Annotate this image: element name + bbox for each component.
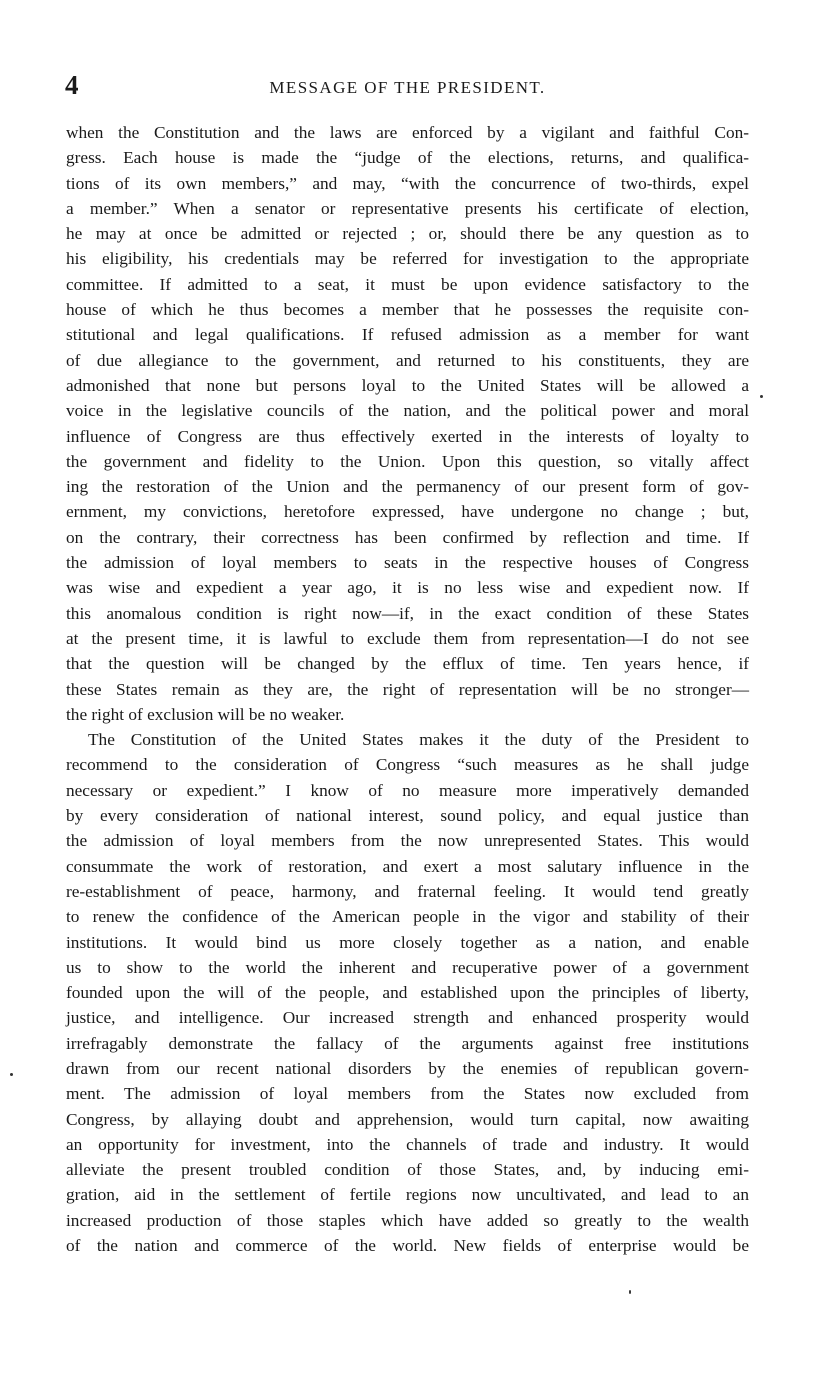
page-header bbox=[65, 70, 750, 100]
text-line: re-establishment of peace, harmony, and fraternal feeling. It would tend greatly bbox=[66, 881, 749, 901]
text-line: the admission of loyal members from the now unrepresented States. This would bbox=[66, 831, 749, 851]
text-line: his eligibility, his credentials may be referred for investigation to the appropriate bbox=[66, 249, 749, 269]
text-line: the government and fidelity to the Union. Upon this question, so vitally affect bbox=[66, 451, 749, 471]
text-line: gress. Each house is made the “judge of the elections, returns, and qualifica- bbox=[66, 148, 749, 168]
text-line: these States remain as they are, the right of representation will be no stronger— bbox=[66, 679, 749, 699]
text-line: stitutional and legal qualifications. If refused admission as a member for want bbox=[66, 325, 749, 345]
text-line: ment. The admission of loyal members from the States now excluded from bbox=[66, 1084, 749, 1104]
text-line: irrefragably demonstrate the fallacy of the arguments against free institutions bbox=[66, 1033, 749, 1053]
text-line: of the nation and commerce of the world. New fields of enterprise would be bbox=[66, 1236, 749, 1256]
paragraph bbox=[66, 727, 749, 1258]
text-line: when the Constitution and the laws are enforced by a vigilant and faithful Con- bbox=[66, 123, 749, 142]
page-number: 4 bbox=[65, 70, 79, 100]
running-title: MESSAGE OF THE PRESIDENT. bbox=[269, 78, 546, 97]
text-line: gration, aid in the settlement of fertile regions now uncultivated, and lead to an bbox=[66, 1185, 749, 1205]
paragraph bbox=[66, 120, 749, 727]
text-line: by every consideration of national interest, sound policy, and equal justice than bbox=[66, 806, 749, 826]
body-text bbox=[66, 120, 749, 1258]
text-line: committee. If admitted to a seat, it must be upon evidence satisfactory to the bbox=[66, 274, 749, 294]
text-line: voice in the legislative councils of the nation, and the political power and moral bbox=[66, 401, 749, 421]
text-line: the admission of loyal members to seats in the respective houses of Congress bbox=[66, 553, 749, 573]
text-line: to renew the confidence of the American people in the vigor and stability of their bbox=[66, 907, 749, 927]
text-line: this anomalous condition is right now—if, in the exact condition of these States bbox=[66, 603, 749, 623]
text-line: a member.” When a senator or representative presents his certificate of election, bbox=[66, 198, 749, 218]
text-line: The Constitution of the United States makes it the duty of the President to bbox=[88, 730, 749, 750]
text-line: on the contrary, their correctness has been confirmed by reflection and time. If bbox=[66, 527, 749, 547]
text-line: he may at once be admitted or rejected ; or, should there be any question as to bbox=[66, 224, 749, 244]
text-line: ernment, my convictions, heretofore expressed, have undergone no change ; but, bbox=[66, 502, 749, 522]
text-line: recommend to the consideration of Congress “such measures as he shall judge bbox=[66, 755, 749, 775]
text-line: increased production of those staples which have added so greatly to the wealth bbox=[66, 1210, 749, 1230]
text-line: influence of Congress are thus effectively exerted in the interests of loyalty to bbox=[66, 426, 749, 446]
print-speck bbox=[10, 1073, 13, 1076]
text-line: alleviate the present troubled condition of those States, and, by inducing emi- bbox=[66, 1160, 749, 1180]
text-line: us to show to the world the inherent and recuperative power of a government bbox=[66, 957, 749, 977]
print-speck bbox=[760, 395, 763, 398]
text-line: tions of its own members,” and may, “with the concurrence of two-thirds, expel bbox=[66, 173, 749, 193]
text-line: institutions. It would bind us more closely together as a nation, and enable bbox=[66, 932, 749, 952]
text-line: house of which he thus becomes a member that he possesses the requisite con- bbox=[66, 300, 749, 320]
text-line: drawn from our recent national disorders by the enemies of republican govern- bbox=[66, 1058, 749, 1078]
text-line: the right of exclusion will be no weaker. bbox=[66, 704, 345, 724]
text-line: at the present time, it is lawful to exclude them from representation—I do not see bbox=[66, 628, 749, 648]
text-line: was wise and expedient a year ago, it is no less wise and expedient now. If bbox=[66, 578, 749, 598]
text-line: admonished that none but persons loyal to the United States will be allowed a bbox=[66, 375, 749, 395]
text-line: justice, and intelligence. Our increased strength and enhanced prosperity would bbox=[66, 1008, 749, 1028]
text-line: founded upon the will of the people, and established upon the principles of liberty, bbox=[66, 983, 749, 1003]
text-line: an opportunity for investment, into the channels of trade and industry. It would bbox=[66, 1134, 749, 1154]
text-line: ing the restoration of the Union and the permanency of our present form of gov- bbox=[66, 477, 749, 497]
text-line: necessary or expedient.” I know of no measure more imperatively demanded bbox=[66, 780, 749, 800]
text-line: of due allegiance to the government, and returned to his constituents, they are bbox=[66, 350, 749, 370]
text-line: that the question will be changed by the efflux of time. Ten years hence, if bbox=[66, 654, 749, 674]
text-line: Congress, by allaying doubt and apprehension, would turn capital, now awaiting bbox=[66, 1109, 749, 1129]
print-speck bbox=[629, 1290, 631, 1294]
text-line: consummate the work of restoration, and exert a most salutary influence in the bbox=[66, 856, 749, 876]
